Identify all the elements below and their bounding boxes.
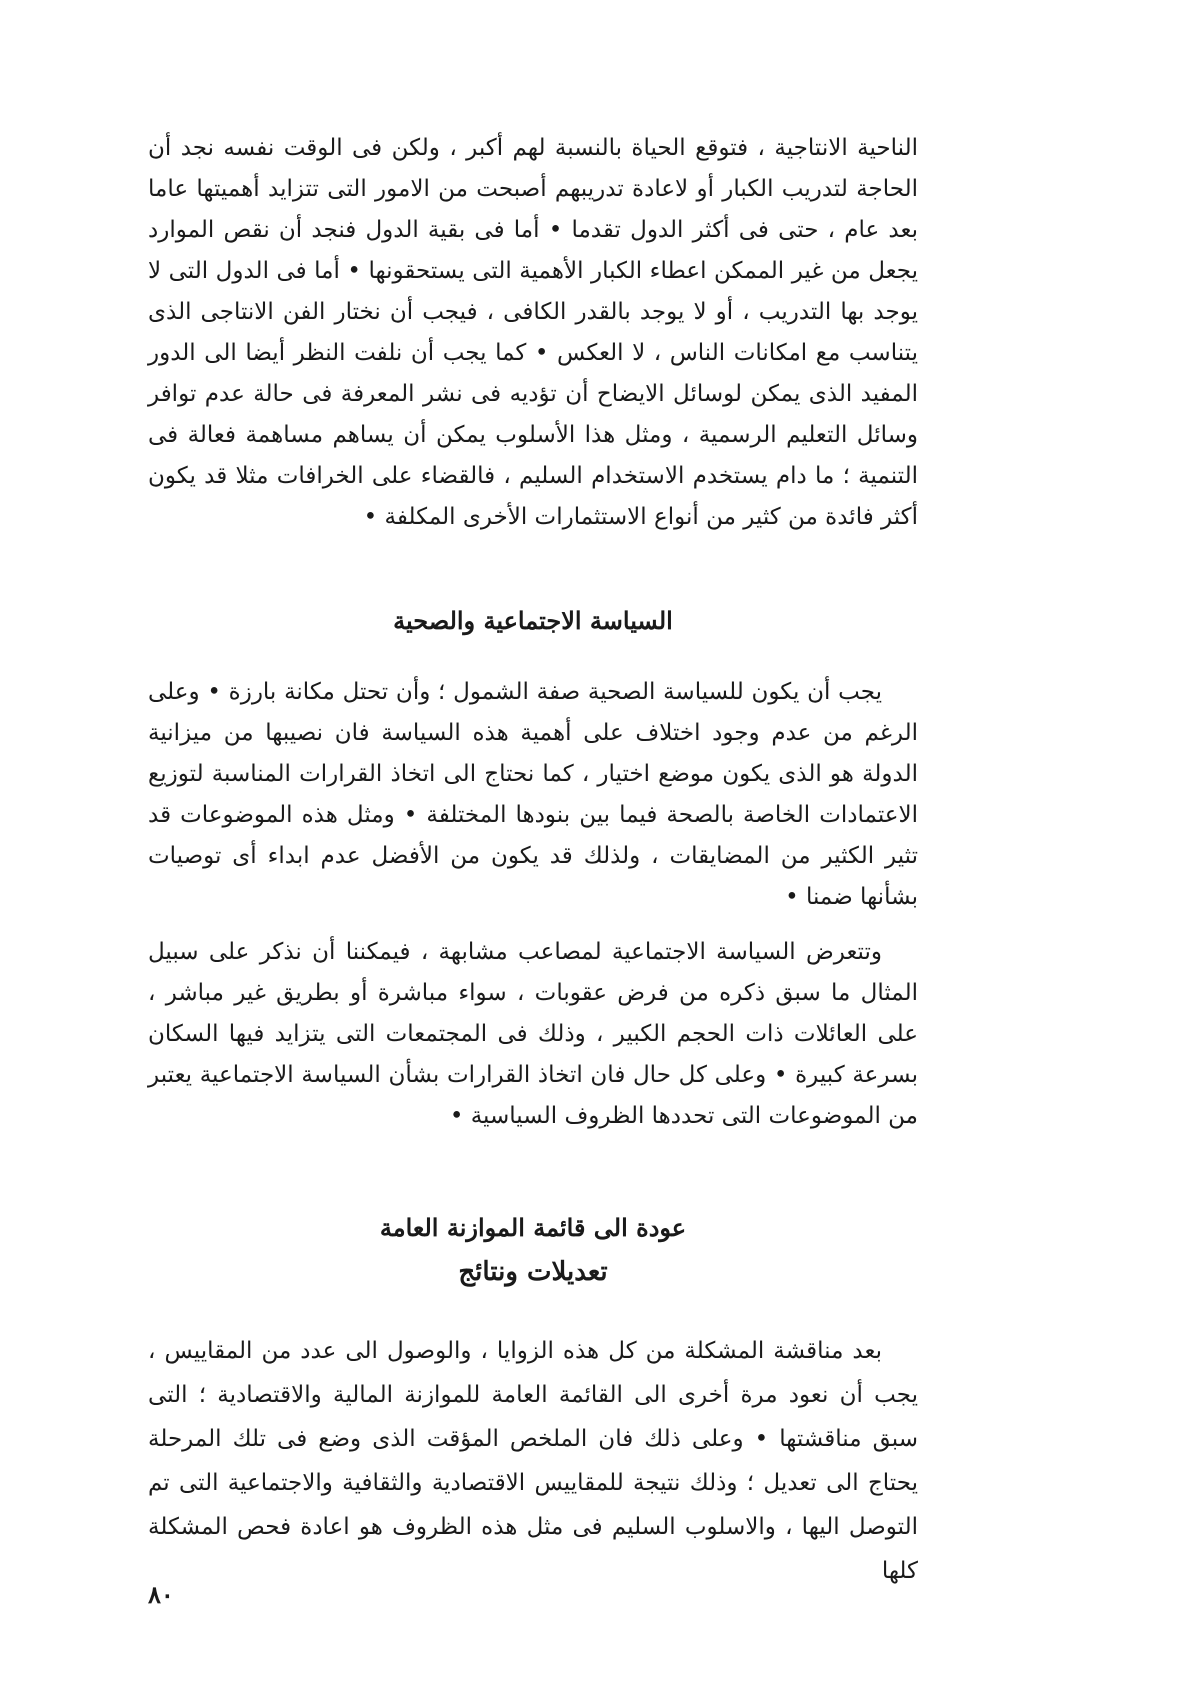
paragraph-intro: الناحية الانتاجية ، فتوقع الحياة بالنسبة لهم أكبر ، ولكن فى الوقت نفسه نجد أن الحاجة لتدريب الكبار أو لاعادة تدريبهم أصبحت من الامور التى تتزايد أهميتها عاما بعد عام ، حتى فى أكثر الدول تقدما • أما فى بقية الدول فنجد أن نقص الموارد يجعل من غير الممكن اعطاء الكبار الأهمية التى يستحقونها • أما فى الدول التى لا يوجد بها التدريب ، أو لا يوجد بالقدر الكافى ، فيجب أن نختار الفن الانتاجى الذى يتناسب مع امكانات الناس ، لا العكس • كما يجب أن نلفت النظر أيضا الى الدور المفيد الذى يمكن لوسائل الايضاح أن تؤديه فى نشر المعرفة فى حالة عدم توافر وسائل التعليم الرسمية ، ومثل هذا الأسلوب يمكن أن يساهم مساهمة فعالة فى التنمية ؛ ما دام يستخدم الاستخدام السليم ، فالقضاء على الخرافات مثلا قد يكون أكثر فائدة من كثير من أنواع الاستثمارات الأخرى المكلفة • xyxy=(148,135,918,530)
section-heading-return-budget: عودة الى قائمة الموازنة العامة xyxy=(379,1213,687,1242)
paragraph-after-discussion: بعد مناقشة المشكلة من كل هذه الزوايا ، والوصول الى عدد من المقاييس ، يجب أن نعود مرة أخرى الى القائمة العامة للموازنة المالية والاقتصادية ؛ التى سبق مناقشتها • وعلى ذلك فان الملخص المؤقت الذى وضع فى تلك المرحلة يحتاج الى تعديل ؛ وذلك نتيجة للمقاييس الاقتصادية والثقافية والاجتماعية التى تم التوصل اليها ، والاسلوب السليم فى مثل هذه الظروف هو اعادة فحص المشكلة كلها xyxy=(148,1338,918,1584)
document-page xyxy=(148,128,918,1593)
paragraph-social-policy: وتتعرض السياسة الاجتماعية لمصاعب مشابهة ، فيمكننا أن نذكر على سبيل المثال ما سبق ذكره من فرض عقوبات ، سواء مباشرة أو بطريق غير مباشر ، على العائلات ذات الحجم الكبير ، وذلك فى المجتمعات التى يتزايد فيها السكان بسرعة كبيرة • وعلى كل حال فان اتخاذ القرارات بشأن السياسة الاجتماعية يعتبر من الموضوعات التى تحددها الظروف السياسية • xyxy=(148,939,918,1129)
page-number: ٨٠ xyxy=(148,1580,174,1609)
paragraph-health-policy: يجب أن يكون للسياسة الصحية صفة الشمول ؛ وأن تحتل مكانة بارزة • وعلى الرغم من عدم وجود اختلاف على أهمية هذه السياسة فان نصيبها من ميزانية الدولة هو الذى يكون موضع اختيار ، كما نحتاج الى اتخاذ القرارات المناسبة لتوزيع الاعتمادات الخاصة بالصحة فيما بين بنودها المختلفة • ومثل هذه الموضوعات قد تثير الكثير من المضايقات ، ولذلك قد يكون من الأفضل عدم ابداء أى توصيات بشأنها ضمنا • xyxy=(148,679,918,910)
section-subheading-adjustments: تعديلات ونتائج xyxy=(458,1257,608,1287)
section-heading-social-health: السياسة الاجتماعية والصحية xyxy=(393,606,673,635)
